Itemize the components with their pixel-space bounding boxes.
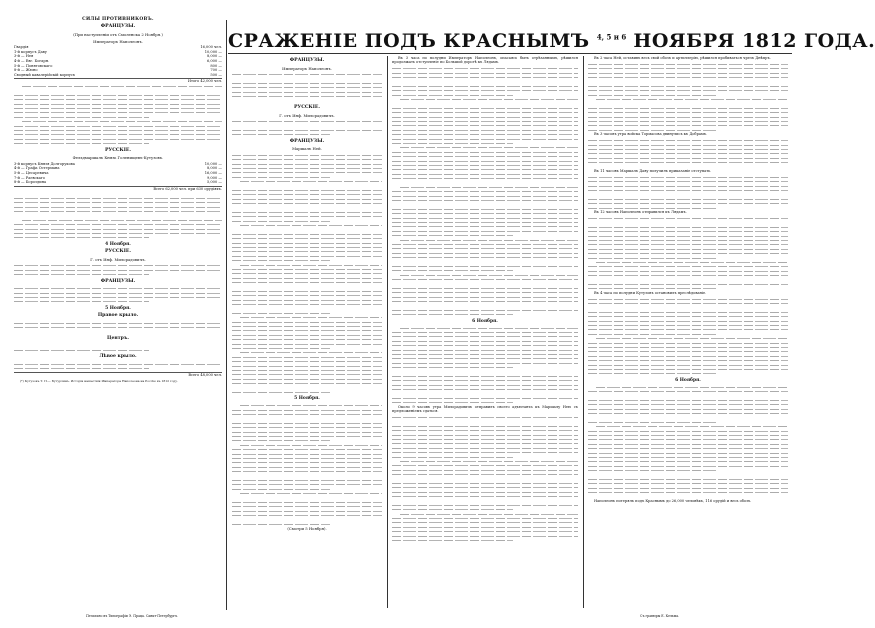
date-heading: 5 Ноября.: [294, 396, 320, 402]
page-title: [228, 30, 875, 52]
column-divider-2: [387, 56, 388, 608]
body-text: [14, 362, 222, 371]
french-heading: ФРАНЦУЗЫ.: [289, 58, 325, 63]
body-text: [392, 66, 578, 316]
force-row: 7-й — Раевскаго 9,000 —: [14, 175, 222, 180]
column-3: [392, 56, 578, 601]
body-text: [14, 344, 222, 353]
force-row: 1-й корпусъ Даву 10,000 —: [14, 49, 222, 54]
body-text: [14, 263, 222, 276]
french-heading: ФРАНЦУЗЫ.: [100, 24, 136, 30]
column-divider-1: [226, 20, 227, 610]
force-row: Сводный кавалерійскій корпусъ 500 —: [14, 72, 222, 77]
french-commander: Маршалъ Ней.: [292, 146, 322, 152]
body-text: [588, 175, 788, 210]
column-divider-3: [583, 56, 584, 608]
russian-total: Всего 62,000 чел. при 630 орудіяхъ.: [14, 186, 222, 192]
body-text: [14, 321, 222, 334]
column-forces: [14, 18, 222, 593]
date-heading: 6 Ноября.: [472, 318, 498, 324]
cross-reference: (Смотри 5 Ноября).: [287, 526, 327, 532]
russian-commander: Фельдмаршалъ Князь Голенищевъ-Кутузовъ.: [72, 155, 164, 161]
closing-paragraph: Наполеонъ потерялъ подъ Краснымъ до 26,000 человѣкъ, 116 орудій и весь обозъ.: [594, 498, 752, 503]
date-heading: 6 Ноября.: [675, 377, 701, 383]
general-name: Г. отъ Инф. Милорадовичъ.: [279, 112, 335, 118]
date-heading: 4 Ноября.: [105, 241, 131, 247]
french-note: (При наступленіи отъ Смоленска 2 Ноября.): [73, 32, 163, 37]
force-row: 3-й корпусъ Князя Долгорукова 10,000 —: [14, 161, 222, 166]
column-2: [232, 56, 382, 601]
force-row: 8-й — Жюно 700 —: [14, 68, 222, 73]
time-paragraph: Въ 3 часовъ утра войска Тормасова двинулись къ Добрамъ.: [594, 132, 708, 137]
title-dates: 4, 5 и 6: [596, 32, 627, 42]
body-text: [588, 385, 788, 499]
footnote: (*) Кутузовъ Т. П.— Бутурлинъ. Исторія нашествія Императора Наполеона на Россію въ 1812 году.: [20, 378, 178, 383]
french-subheading: ФРАНЦУЗЫ.: [100, 278, 136, 284]
general-name: Г. отъ Инф. Милорадовичъ.: [90, 256, 146, 262]
footer-left: Печатано въ Типографіи Э. Праца. Санкт-Петербургъ.: [86, 614, 179, 618]
lead-paragraph: Въ 2 часа Ней, оставивъ весь свой обозъ и артиллерію, рѣшился пробиваться чрезъ Днѣпръ.: [594, 56, 771, 60]
body-text: [588, 62, 788, 132]
body-text: [392, 415, 578, 542]
body-text: [588, 297, 788, 376]
french-total: Итого 42,000 чел.: [14, 78, 222, 84]
force-row: 4-й — Евг. Богарн. 6,000 —: [14, 58, 222, 63]
force-row: Гвардія 16,000 чел.: [14, 45, 222, 50]
right-wing-heading: Правое крыло.: [97, 313, 139, 319]
body-text: [232, 153, 382, 394]
left-wing-heading: Лѣвое крыло.: [99, 354, 137, 360]
body-text: [588, 216, 788, 291]
overall-total: Всего 48,000 чел.: [14, 372, 222, 378]
date-heading: 5 Ноября.: [105, 305, 131, 311]
force-row: 5-й — Цесаревича 16,000 —: [14, 170, 222, 175]
body-text: [232, 403, 382, 526]
time-paragraph: Въ 4 часа по полудни Кутузовъ остановилъ преслѣдованіе.: [594, 290, 707, 295]
force-row: 3-й — Нея 8,000 —: [14, 54, 222, 59]
french-commander: Императоръ Наполеонъ.: [282, 65, 332, 71]
body-text: [392, 326, 578, 405]
body-text: [588, 138, 788, 169]
column-4: [588, 56, 788, 601]
footer-right: Съ гравюры Е. Кельма.: [640, 614, 680, 618]
forces-heading: СИЛЫ ПРОТИВНИКОВЪ.: [82, 17, 154, 22]
body-text: [232, 72, 382, 103]
title-rule: [228, 53, 792, 54]
force-row: 5-й — Понятовскаго 800 —: [14, 63, 222, 68]
title-main: СРАЖЕНІЕ ПОДЪ КРАСНЫМЪ: [228, 30, 590, 52]
lead-paragraph: Около 9 часовъ утра Милорадовичъ отправилъ своего адъютанта къ Маршалу Нею съ предложеніемъ сдаться.: [392, 404, 578, 414]
body-text: [232, 119, 382, 137]
time-paragraph: Въ 12 часовъ Наполеонъ отправился къ Лядамъ.: [594, 210, 687, 215]
russian-heading: РУССКІЕ.: [105, 147, 131, 153]
russian-heading: РУССКІЕ.: [294, 104, 320, 110]
lead-paragraph: Въ 3 часа по полудни Императоръ Наполеонъ, опасаясь быть отрѣзаннымъ, рѣшился продолжать отступленіе по Большой дорогѣ къ Лядамъ.: [392, 56, 578, 65]
time-paragraph: Въ 11 часовъ Маршалъ Даву получилъ приказаніе отступать.: [594, 168, 712, 173]
french-heading: ФРАНЦУЗЫ.: [289, 138, 325, 144]
title-month: НОЯБРЯ 1812 ГОДА.: [633, 30, 875, 52]
french-commander: Императоръ Наполеонъ.: [93, 38, 143, 44]
russian-subheading: РУССКІЕ.: [105, 249, 131, 255]
force-row: 8-й — Бороздина 5,000 —: [14, 180, 222, 185]
force-row: 4-й — Графа Остермана 8,000 —: [14, 166, 222, 171]
body-text: [14, 286, 222, 304]
body-text: [14, 192, 222, 240]
center-heading: Центръ.: [107, 335, 129, 341]
body-text: [14, 84, 222, 145]
